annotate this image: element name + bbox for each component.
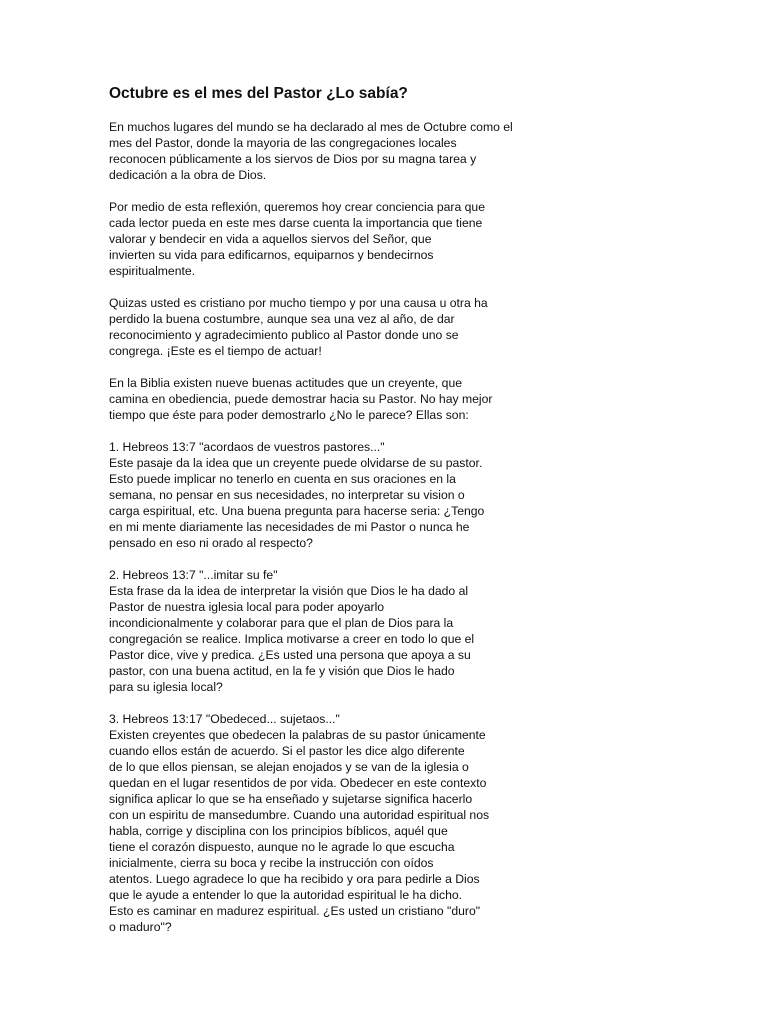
text-line: cada lector pueda en este mes darse cuenta la importancia que tiene	[109, 216, 483, 230]
text-line: que le ayude a entender lo que la autoridad espiritual le ha dicho.	[109, 888, 463, 902]
text-line: Pastor de nuestra iglesia local para poder apoyarlo	[109, 600, 385, 614]
text-line: pensado en eso ni orado al respecto?	[109, 536, 313, 550]
text-line: congregación se realice. Implica motivarse a creer en todo lo que el	[109, 632, 475, 646]
document-body	[109, 119, 549, 935]
text-line: Existen creyentes que obedecen la palabras de su pastor únicamente	[109, 728, 486, 742]
text-line: cuando ellos están de acuerdo. Si el pastor les dice algo diferente	[109, 744, 465, 758]
text-line: Pastor dice, vive y predica. ¿Es usted una persona que apoya a su	[109, 648, 471, 662]
text-line: atentos. Luego agradece lo que ha recibido y ora para pedirle a Dios	[109, 872, 480, 886]
text-line: espiritualmente.	[109, 264, 196, 278]
text-line: para su iglesia local?	[109, 680, 223, 694]
paragraph	[109, 295, 549, 359]
paragraph	[109, 375, 549, 423]
text-line: quedan en el lugar resentidos de por vida. Obedecer en este contexto	[109, 776, 487, 790]
paragraph	[109, 711, 549, 935]
text-line: reconocen públicamente a los siervos de Dios por su magna tarea y	[109, 152, 477, 166]
text-line: perdido la buena costumbre, aunque sea una vez al año, de dar	[109, 312, 455, 326]
text-line: incondicionalmente y colaborar para que el plan de Dios para la	[109, 616, 454, 630]
text-line: 1. Hebreos 13:7 "acordaos de vuestros pastores..."	[109, 440, 385, 454]
text-line: carga espiritual, etc. Una buena pregunta para hacerse seria: ¿Tengo	[109, 504, 485, 518]
text-line: significa aplicar lo que se ha enseñado y sujetarse significa hacerlo	[109, 792, 473, 806]
text-line: Por medio de esta reflexión, queremos hoy crear conciencia para que	[109, 200, 485, 214]
text-line: dedicación a la obra de Dios.	[109, 168, 267, 182]
text-line: semana, no pensar en sus necesidades, no interpretar su vision o	[109, 488, 465, 502]
text-line: mes del Pastor, donde la mayoria de las congregaciones locales	[109, 136, 457, 150]
text-line: tiene el corazón dispuesto, aunque no le agrade lo que escucha	[109, 840, 455, 854]
text-line: pastor, con una buena actitud, en la fe y visión que Dios le hado	[109, 664, 455, 678]
text-line: Esto es caminar en madurez espiritual. ¿Es usted un cristiano "duro"	[109, 904, 481, 918]
text-line: en mi mente diariamente las necesidades de mi Pastor o nunca he	[109, 520, 470, 534]
text-line: Quizas usted es cristiano por mucho tiempo y por una causa u otra ha	[109, 296, 488, 310]
text-line: tiempo que éste para poder demostrarlo ¿No le parece? Ellas son:	[109, 408, 469, 422]
page-title: Octubre es el mes del Pastor ¿Lo sabía?	[109, 85, 408, 102]
paragraph	[109, 119, 549, 183]
text-line: de lo que ellos piensan, se alejan enojados y se van de la iglesia o	[109, 760, 469, 774]
paragraph	[109, 567, 549, 695]
text-line: inicialmente, cierra su boca y recibe la instrucción con oídos	[109, 856, 434, 870]
text-line: En muchos lugares del mundo se ha declarado al mes de Octubre como el	[109, 120, 513, 134]
text-line: con un espiritu de mansedumbre. Cuando una autoridad espiritual nos	[109, 808, 490, 822]
text-line: congrega. ¡Este es el tiempo de actuar!	[109, 344, 322, 358]
text-line: valorar y bendecir en vida a aquellos siervos del Señor, que	[109, 232, 432, 246]
text-line: reconocimiento y agradecimiento publico al Pastor donde uno se	[109, 328, 459, 342]
paragraph	[109, 439, 549, 551]
text-line: En la Biblia existen nueve buenas actitudes que un creyente, que	[109, 376, 463, 390]
text-line: invierten su vida para edificarnos, equiparnos y bendecirnos	[109, 248, 434, 262]
text-line: Este pasaje da la idea que un creyente puede olvidarse de su pastor.	[109, 456, 483, 470]
text-line: 3. Hebreos 13:17 "Obedeced... sujetaos..."	[109, 712, 340, 726]
paragraph	[109, 199, 549, 279]
text-line: Esto puede implicar no tenerlo en cuenta en sus oraciones en la	[109, 472, 456, 486]
document-page	[109, 84, 549, 951]
text-line: habla, corrige y disciplina con los principios bíblicos, aquél que	[109, 824, 448, 838]
text-line: o maduro"?	[109, 920, 172, 934]
text-line: Esta frase da la idea de interpretar la visión que Dios le ha dado al	[109, 584, 469, 598]
text-line: 2. Hebreos 13:7 "...imitar su fe"	[109, 568, 278, 582]
text-line: camina en obediencia, puede demostrar hacia su Pastor. No hay mejor	[109, 392, 493, 406]
